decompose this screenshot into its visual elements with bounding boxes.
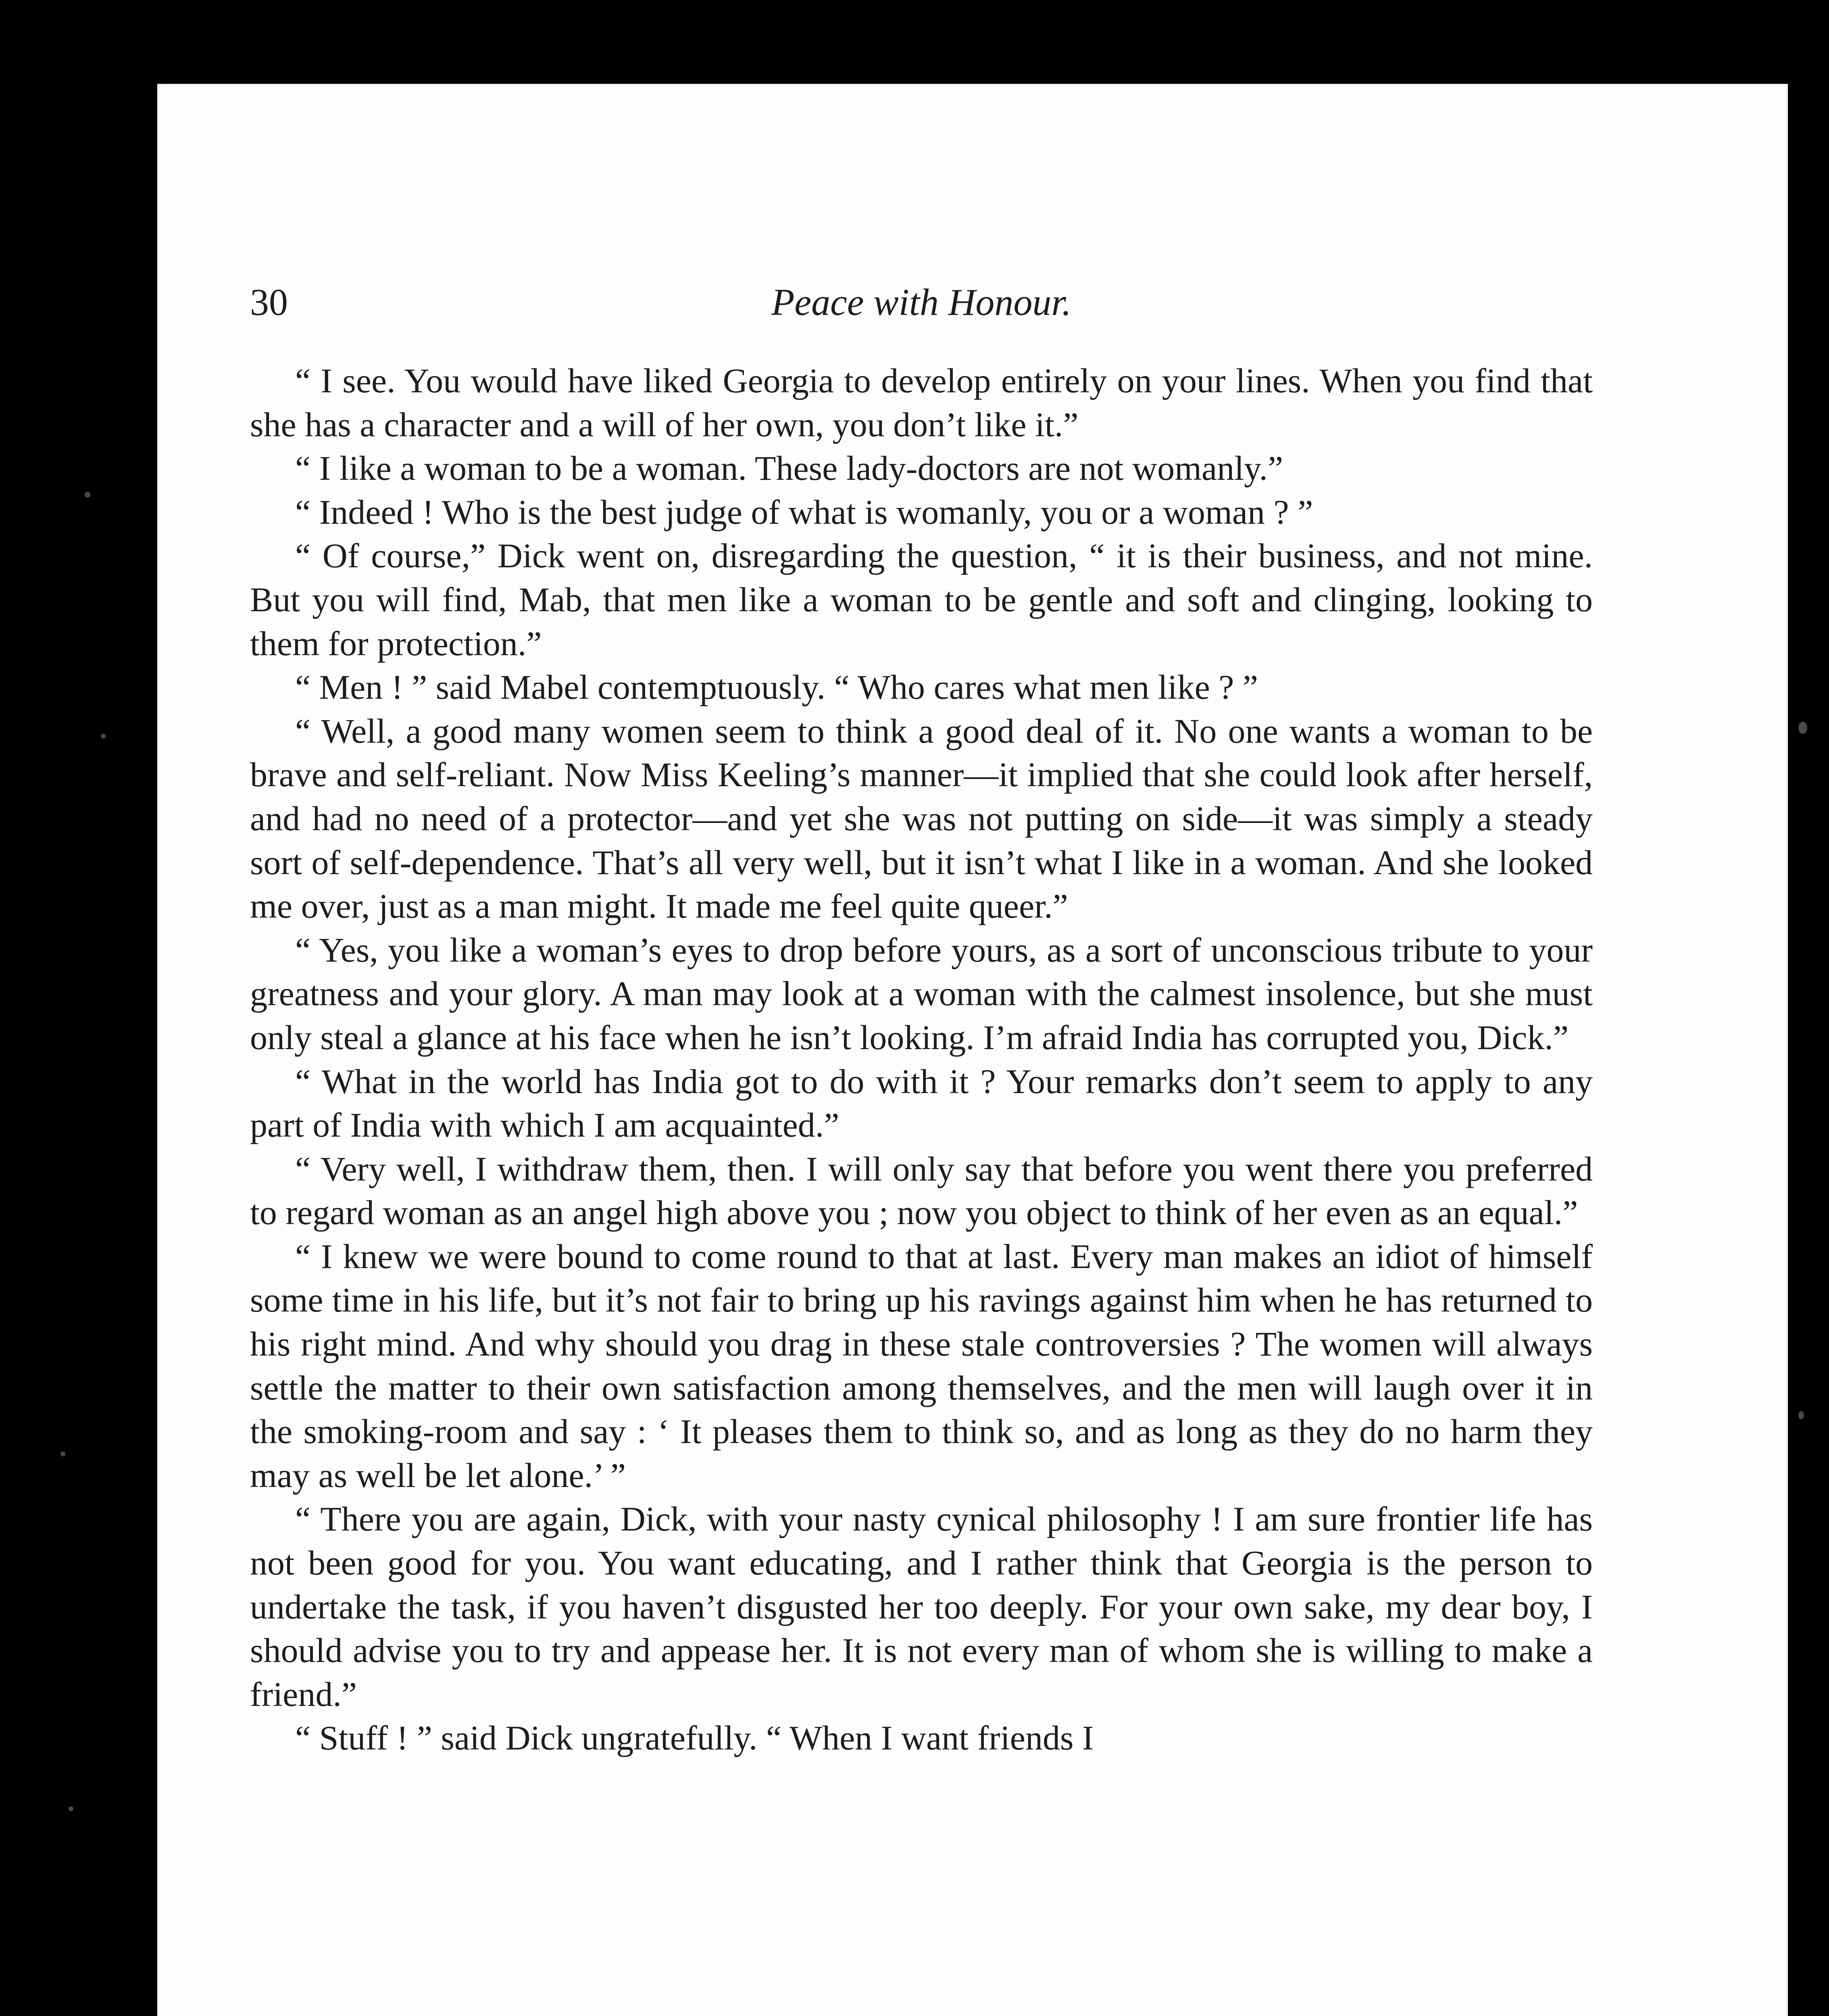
paragraph: “ I knew we were bound to come round to that at last. Every man makes an idiot of himself some time in his life, but it’s not fair to bring up his ravings against him when he has returned to his right mind. And why should you drag in these stale controversies ? The women will always settle the matter to their own satisfaction among themselves, and the men will laugh over it in the smoking-room and say : ‘ It pleases them to think so, and as long as they do no harm they may as well be let alone.’ ” [250, 1237, 1593, 1495]
paragraph: “ I like a woman to be a woman. These lady-doctors are not womanly.” [295, 449, 1283, 488]
paragraph: “ I see. You would have liked Georgia to develop entirely on your lines. When you find that she has a character and a will of her own, you don’t like it.” [250, 361, 1593, 444]
paragraph: “ There you are again, Dick, with your nasty cynical philosophy ! I am sure frontier life has not been good for you. You want educating, and I rather think that Georgia is the person to undertake the task, if you haven’t disgusted her too deeply. For your own sake, my dear boy, I should advise you to try and appease her. It is not every man of whom she is willing to make a friend.” [250, 1500, 1593, 1714]
scan-speck [1798, 1411, 1804, 1419]
scan-speck [1798, 722, 1807, 734]
paragraph: “ Of course,” Dick went on, disregarding the question, “ it is their business, and not mine. But you will find, Mab, that men like a woman to be gentle and soft and clinging, looking to them for protection.” [250, 536, 1593, 663]
paragraph: “ Men ! ” said Mabel contemptuously. “ Who cares what men like ? ” [295, 668, 1258, 707]
paragraph: “ Stuff ! ” said Dick ungratefully. “ When I want friends I [295, 1718, 1094, 1758]
paragraph: “ Indeed ! Who is the best judge of what is womanly, you or a woman ? ” [295, 492, 1313, 531]
paragraph: “ What in the world has India got to do with it ? Your remarks don’t seem to apply to any part of India with which I am acquainted.” [250, 1062, 1593, 1145]
running-title: Peace with Honour. [771, 281, 1072, 323]
paragraph: “ Well, a good many women seem to think a good deal of it. No one wants a woman to be brave and self-reliant. Now Miss Keeling’s manner—it implied that she could look after herself, and had no need of a protector—and yet she was not putting on side—it was simply a steady sort of self-dependence. That’s all very well, but it isn’t what I like in a woman. And she looked me over, just as a man might. It made me feel quite queer.” [250, 711, 1593, 926]
scan-speck [60, 1452, 65, 1456]
scan-speck [69, 1806, 73, 1811]
body-text [250, 359, 1593, 1760]
page-header [250, 278, 1593, 331]
page-number: 30 [250, 281, 288, 323]
scan-speck [101, 734, 106, 739]
paragraph: “ Very well, I withdraw them, then. I will only say that before you went there you preferred to regard woman as an angel high above you ; now you object to think of her even as an equal.” [250, 1149, 1593, 1232]
scan-speck [85, 492, 90, 498]
paragraph: “ Yes, you like a woman’s eyes to drop before yours, as a sort of unconscious tribute to your greatness and your glory. A man may look at a woman with the calmest insolence, but she must only steal a glance at his face when he isn’t looking. I’m afraid India has corrupted you, Dick.” [250, 930, 1593, 1057]
